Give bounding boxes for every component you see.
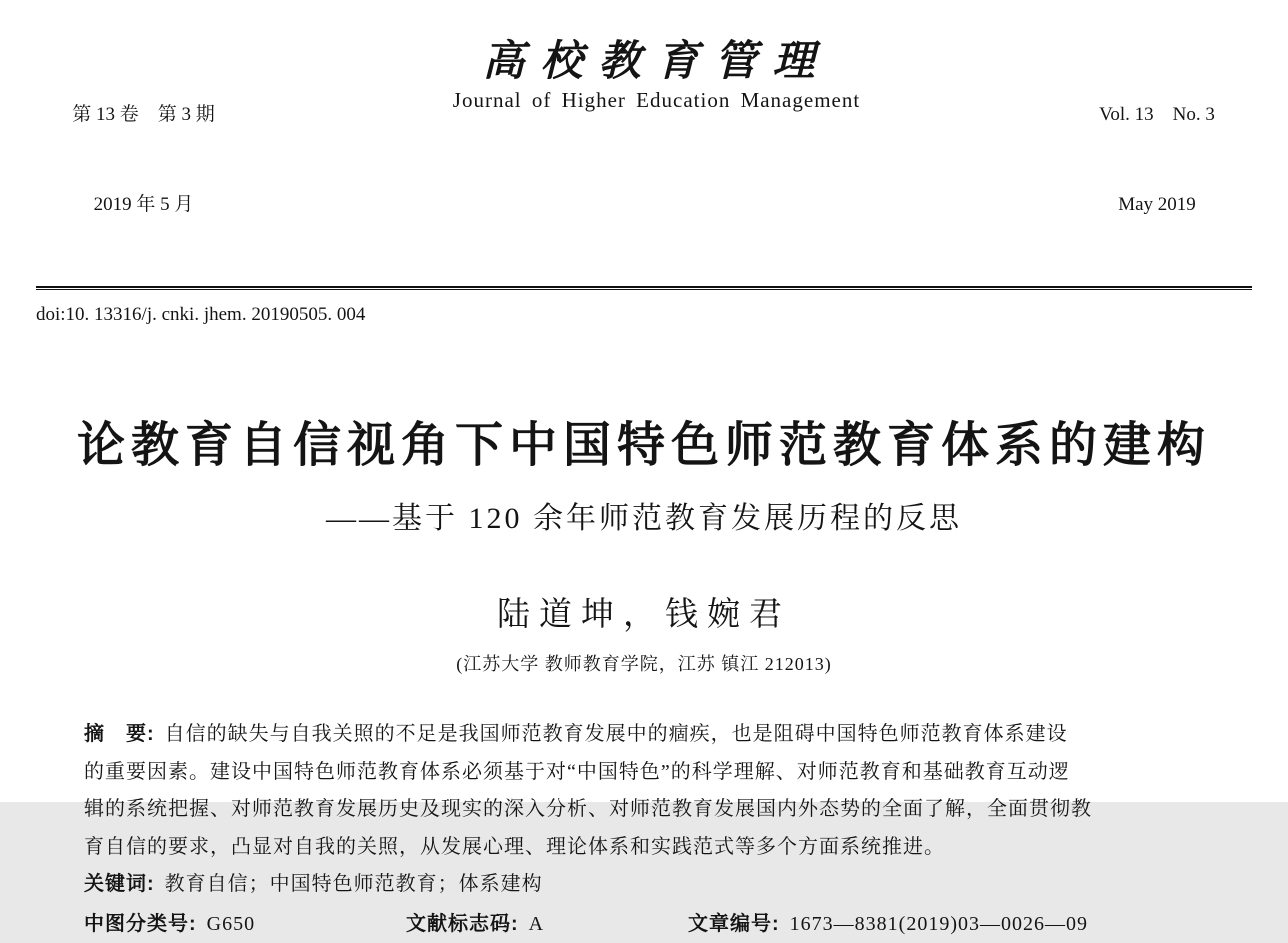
journal-volume-issue: 第 13 卷 第 3 期: [36, 100, 251, 130]
article-no-label: 文章编号:: [688, 913, 780, 935]
doc-code-value: A: [529, 913, 544, 935]
doc-code-label: 文献标志码:: [406, 913, 519, 935]
journal-title-en: Journal of Higher Education Management: [251, 86, 1062, 114]
abstract-text: 自信的缺失与自我关照的不足是我国师范教育发展中的痼疾，也是阻碍中国特色师范教育体系建设: [165, 723, 1068, 745]
clc-value: G650: [207, 913, 255, 935]
abstract-line: 辑的系统把握、对师范教育发展历史及现实的深入分析、对师范教育发展国内外态势的全面了解，全面贯彻教: [84, 791, 1204, 829]
journal-header-left: [36, 40, 251, 280]
doi-line: doi:10. 13316/j. cnki. jhem. 20190505. 004: [36, 304, 1252, 326]
header-double-rule: [36, 286, 1252, 290]
journal-title-calligraphy: 高校教育管理: [251, 40, 1062, 84]
keywords-label: 关键词:: [84, 873, 155, 895]
abstract-block: [36, 716, 1252, 943]
meta-row: [84, 906, 1204, 943]
clc-label: 中图分类号:: [84, 913, 197, 935]
journal-date-en: May 2019: [1062, 190, 1252, 220]
article-authors: 陆道坤，钱婉君: [36, 596, 1252, 634]
journal-header: [36, 40, 1252, 280]
abstract-line: [84, 716, 1204, 754]
abstract-label: 摘 要:: [84, 723, 155, 745]
keywords-text: 教育自信；中国特色师范教育；体系建构: [165, 873, 543, 895]
article-subtitle: ——基于 120 余年师范教育发展历程的反思: [36, 500, 1252, 538]
journal-vol-no: Vol. 13 No. 3: [1062, 100, 1252, 130]
article-affiliation: (江苏大学 教师教育学院，江苏 镇江 212013): [36, 652, 1252, 676]
article-no-value: 1673—8381(2019)03—0026—09: [790, 913, 1088, 935]
article-title: 论教育自信视角下中国特色师范教育体系的建构: [36, 418, 1252, 474]
clc-field: [84, 906, 406, 943]
article-no-field: [688, 906, 1204, 943]
abstract-line: 的重要因素。建设中国特色师范教育体系必须基于对“中国特色”的科学理解、对师范教育和基础教育互动逻: [84, 754, 1204, 792]
journal-header-right: [1062, 40, 1252, 280]
abstract-line: 育自信的要求，凸显对自我的关照，从发展心理、理论体系和实践范式等多个方面系统推进。: [84, 829, 1204, 867]
journal-date-cn: 2019 年 5 月: [36, 190, 251, 220]
keywords-line: [84, 866, 1204, 904]
journal-header-center: [251, 40, 1062, 114]
doc-code-field: [406, 906, 688, 943]
